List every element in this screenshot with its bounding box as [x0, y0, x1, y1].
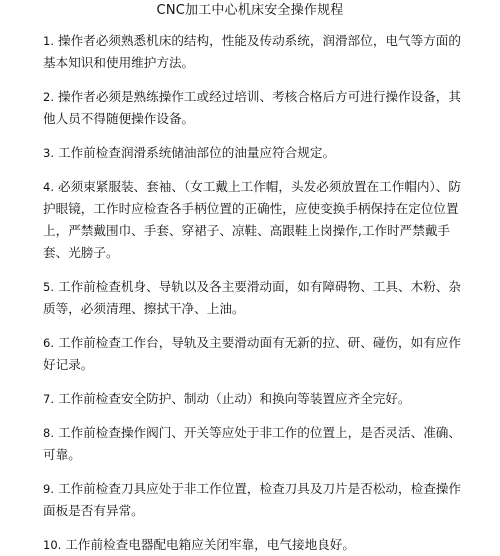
rule-text: 工作前检查操作阀门、开关等应处于非工作的位置上，是否灵活、准确、可靠。	[43, 425, 461, 462]
rule-number: 6.	[43, 336, 54, 350]
rule-text: 工作前检查机身、导轨以及各主要滑动面，如有障碍物、工具、木粉、杂质等，必须清理、擦拭干净、上油。	[43, 279, 461, 316]
rule-text: 工作前检查润滑系统储油部位的油量应符合规定。	[53, 145, 336, 160]
rule-item-3	[43, 142, 467, 164]
rule-list	[43, 30, 467, 556]
rule-number: 7.	[43, 392, 54, 406]
rule-number: 10.	[43, 538, 62, 552]
rule-item-8	[43, 422, 467, 466]
rule-text: 操作者必须熟悉机床的结构，性能及传动系统，润滑部位，电气等方面的基本知识和使用维护方法。	[43, 33, 461, 70]
rule-item-5	[43, 276, 467, 320]
rule-text: 工作前检查安全防护、制动（止动）和换向等装置应齐全完好。	[53, 391, 411, 406]
rule-text: 工作前检查电器配电箱应关闭牢靠，电气接地良好。	[61, 537, 355, 552]
rule-item-9	[43, 478, 467, 522]
rule-item-6	[43, 332, 467, 376]
rule-item-2	[43, 86, 467, 130]
rule-number: 2.	[43, 90, 54, 104]
document-title: CNC加工中心机床安全操作规程	[156, 3, 344, 18]
rule-text: 工作前检查工作台，导轨及主要滑动面有无新的拉、研、碰伤，如有应作好记录。	[43, 335, 461, 372]
rule-item-4	[43, 176, 467, 264]
rule-item-7	[43, 388, 467, 410]
rule-item-10	[43, 534, 467, 556]
rule-text: 必须束紧服装、套袖、（女工戴上工作帽，头发必须放置在工作帽内）、防护眼镜，工作时应检查各手柄位置的正确性，应使变换手柄保持在定位位置上，严禁戴围巾、手套、穿裙子、凉鞋、高跟鞋上岗操作,工作时严禁戴手套、光膀子。	[43, 179, 461, 260]
rule-number: 8.	[43, 426, 54, 440]
rule-number: 3.	[43, 146, 54, 160]
rule-item-1	[43, 30, 467, 74]
rule-number: 9.	[43, 482, 54, 496]
rule-number: 5.	[43, 280, 54, 294]
rule-text: 操作者必须是熟练操作工或经过培训、考核合格后方可进行操作设备，其他人员不得随便操作设备。	[43, 89, 461, 126]
rule-number: 1.	[43, 34, 54, 48]
rule-text: 工作前检查刀具应处于非工作位置，检查刀具及刀片是否松动，检查操作面板是否有异常。	[43, 481, 461, 518]
rule-number: 4.	[43, 180, 54, 194]
